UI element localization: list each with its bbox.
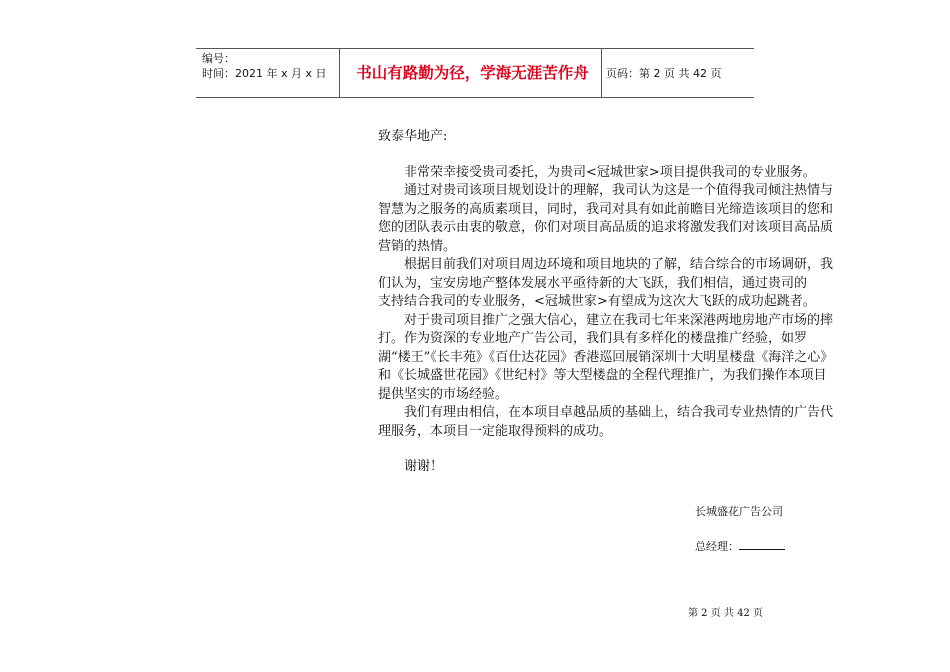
paragraph: 对于贵司项目推广之强大信心，建立在我司七年来深港两地房地产市场的摔打。作为资深的专业地产广告公司，我们具有多样化的楼盘推广经验，如罗湖“楼王”《长丰苑》《百仕达花园》香港巡回展销深圳十大明星楼盘《海洋之心》和《长城盛世花园》《世纪村》等大型楼盘的全程代理推广，为我们操作本项目提供坚实的市场经验。 [378, 312, 834, 402]
header-page-info: 页码：第 2 页 共 42 页 [606, 67, 722, 80]
header-motto: 书山有路勤为径，学海无涯苦作舟 [356, 64, 589, 82]
letter-body [378, 128, 838, 477]
manager-label: 总经理： [695, 540, 739, 553]
header-divider [601, 49, 602, 97]
header-meta [202, 51, 327, 81]
header-divider [339, 49, 340, 97]
salutation: 致泰华地产: [378, 129, 448, 144]
manager-signature [695, 538, 785, 554]
page-header [196, 48, 754, 98]
paragraph: 通过对贵司该项目规划设计的理解，我司认为这是一个值得我司倾注热情与智慧为之服务的高质素项目，同时，我司对具有如此前瞻目光缔造该项目的您和您的团队表示由衷的敬意，你们对项目高品质的追求将激发我们对该项目高品质营销的热情。 [378, 183, 834, 254]
paragraph: 我们有理由相信，在本项目卓越品质的基础上，结合我司专业热情的广告代理服务，本项目一定能取得预料的成功。 [378, 405, 834, 439]
thanks: 谢谢！ [404, 459, 444, 474]
signature-line [739, 539, 785, 550]
footer-page-number: 第 2 页 共 42 页 [688, 608, 763, 619]
paragraph: 非常荣幸接受贵司委托，为贵司<冠城世家>项目提供我司的专业服务。 [404, 164, 816, 180]
company-name: 长城盛花广告公司 [695, 505, 783, 518]
paragraph: 根据目前我们对项目周边环境和项目地块的了解，结合综合的市场调研，我们认为，宝安房地产整体发展水平亟待新的大飞跃，我们相信，通过贵司的 支持结合我司的专业服务，<冠城世家>有望成为这次大飞跃的成功起跳者。 [378, 257, 834, 309]
time-label: 时间：2021 年 x 月 x 日 [202, 67, 327, 80]
number-label: 编号： [202, 52, 235, 65]
